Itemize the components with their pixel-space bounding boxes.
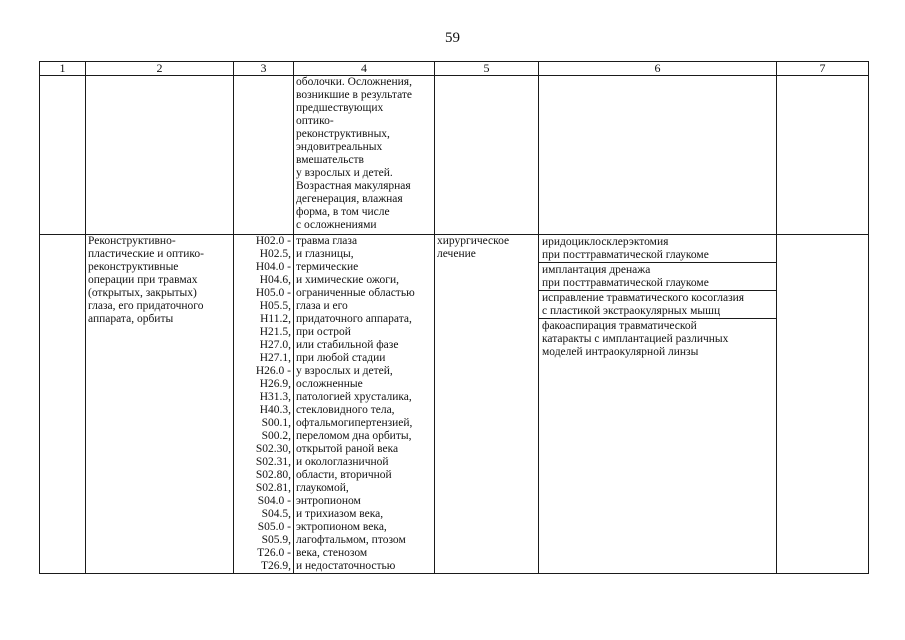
method-item: исправление травматического косоглазия с пластикой экстраокулярных мышц xyxy=(539,291,776,319)
method-item: иридоциклосклерэктомия при посттравматической глаукоме xyxy=(539,235,776,263)
column-header-6: 6 xyxy=(539,62,777,76)
row2-method-cell xyxy=(539,235,777,574)
method-item: факоаспирация травматической катаракты с имплантацией различных моделей интраокулярной линзы xyxy=(542,320,729,358)
row2-name-cell: Реконструктивно- пластические и оптико- реконструктивные операции при травмах (открытых, закрытых) глаза, его придаточного аппарата, орбиты xyxy=(86,235,234,574)
row1-codes-cell xyxy=(234,76,294,235)
column-header-1: 1 xyxy=(40,62,86,76)
row2-codes-cell: H02.0 - H02.5, H04.0 - H04.6, H05.0 - H05.5, H11.2, H21.5, H27.0, H27.1, H26.0 - H26.9, H31.3, H40.3, S00.1, S00.2, S02.30, S02.31, S02.80, S02.81, S04.0 - S04.5, S05.0 - S05.9, T26.0 - T26.9, xyxy=(234,235,294,574)
table-row xyxy=(40,76,869,235)
medical-care-table xyxy=(39,61,869,574)
column-header-5: 5 xyxy=(435,62,539,76)
row1-number-cell xyxy=(40,76,86,235)
row1-diagnosis-cell: оболочки. Осложнения, возникшие в результате предшествующих оптико- реконструктивных, эндовитреальных вмешательств у взрослых и детей. Возрастная макулярная дегенерация, влажная форма, в том числе с осложнениями xyxy=(294,76,435,235)
row2-treatment-cell: хирургическое лечение xyxy=(435,235,539,574)
column-number-row xyxy=(40,62,869,76)
page-number: 59 xyxy=(445,30,460,46)
column-header-2: 2 xyxy=(86,62,234,76)
method-item: имплантация дренажа при посттравматической глаукоме xyxy=(539,263,776,291)
row2-norm-cell xyxy=(777,235,869,574)
row2-diagnosis-cell: травма глаза и глазницы, термические и химические ожоги, ограниченные областью глаза и его придаточного аппарата, при острой или стабильной фазе при любой стадии у взрослых и детей, осложненные патологией хрусталика, стекловидного тела, офтальмогипертензией, переломом дна орбиты, открытой раной века и окологлазничной области, вторичной глаукомой, энтропионом и трихиазом века, эктропионом века, лагофтальмом, птозом века, стенозом и недостаточностью xyxy=(294,235,435,574)
column-header-4: 4 xyxy=(294,62,435,76)
row1-method-cell xyxy=(539,76,777,235)
row1-name-cell xyxy=(86,76,234,235)
row1-treatment-cell xyxy=(435,76,539,235)
column-header-3: 3 xyxy=(234,62,294,76)
row1-norm-cell xyxy=(777,76,869,235)
column-header-7: 7 xyxy=(777,62,869,76)
table-row xyxy=(40,235,869,574)
row2-number-cell xyxy=(40,235,86,574)
